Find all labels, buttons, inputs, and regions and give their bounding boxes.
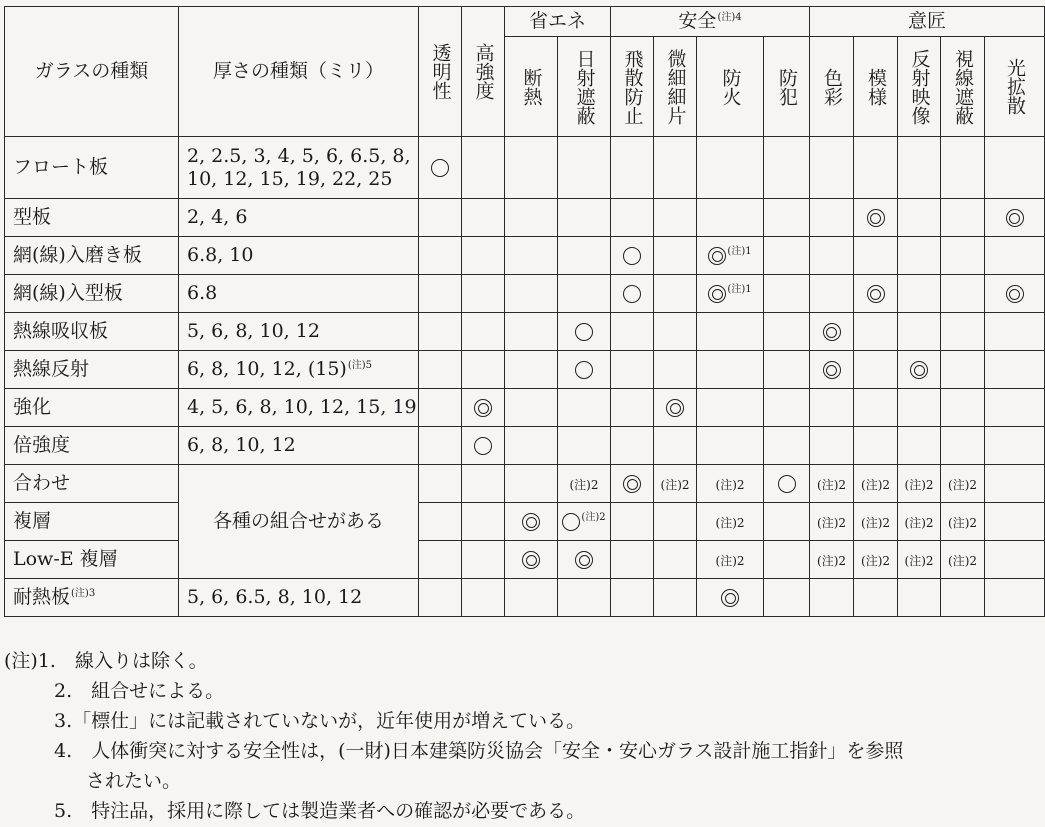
mark-cell [764, 275, 810, 313]
combination-note: (注)2 [861, 478, 891, 493]
circle-mark [623, 285, 641, 303]
mark-cell [697, 389, 764, 427]
combination-note: (注)2 [660, 478, 690, 493]
mark-cell [611, 427, 654, 465]
circle-mark [562, 513, 580, 531]
note-5: 5. 特注品，採用に際しては製造業者への確認が必要である。 [54, 800, 586, 822]
mark-cell [419, 503, 462, 541]
mark-cell [419, 237, 462, 275]
mark-cell [764, 351, 810, 389]
mark-cell [419, 427, 462, 465]
combination-note: (注)2 [715, 478, 745, 493]
double-circle-mark [721, 589, 739, 607]
mark-cell [985, 389, 1045, 427]
mark-cell [941, 199, 985, 237]
mark-cell [505, 275, 558, 313]
combo-cell: 各種の組合せがある [179, 465, 419, 579]
double-circle-mark [522, 551, 540, 569]
mark-cell [898, 465, 941, 503]
mark-cell [697, 427, 764, 465]
mark-cell [558, 389, 611, 427]
circle-mark [431, 159, 449, 177]
header-fine-fragments: 微細細片 [654, 37, 697, 137]
glass-name: 熱線吸収板 [5, 313, 179, 351]
mark-cell [419, 137, 462, 199]
mark-cell [505, 579, 558, 617]
mark-cell [941, 579, 985, 617]
double-circle-mark [708, 247, 726, 265]
mark-cell [810, 541, 854, 579]
combination-note: (注)2 [948, 554, 978, 569]
mark-cell [764, 137, 810, 199]
mark-cell [854, 465, 898, 503]
mark-cell [985, 541, 1045, 579]
mark-cell [505, 389, 558, 427]
mark-cell [558, 237, 611, 275]
glass-types-table [4, 6, 1045, 617]
double-circle-mark [867, 285, 885, 303]
circle-mark [474, 437, 492, 455]
combination-note: (注)2 [948, 478, 978, 493]
thickness-cell: 4, 5, 6, 8, 10, 12, 15, 19 [179, 389, 419, 427]
mark-cell [810, 137, 854, 199]
table-row [5, 199, 1045, 237]
thickness-cell: 6.8, 10 [179, 237, 419, 275]
mark-cell [941, 389, 985, 427]
mark-cell [558, 503, 611, 541]
mark-cell [810, 503, 854, 541]
header-glass-type: ガラスの種類 [5, 7, 179, 137]
note-3: 3.「標仕」には記載されていないが，近年使用が増えている。 [54, 710, 586, 732]
mark-cell [764, 465, 810, 503]
mark-cell [462, 275, 505, 313]
mark-cell [654, 237, 697, 275]
mark-cell [764, 541, 810, 579]
mark-cell [697, 137, 764, 199]
mark-cell [558, 541, 611, 579]
mark-cell [854, 351, 898, 389]
mark-cell [505, 199, 558, 237]
mark-cell [558, 199, 611, 237]
double-circle-mark [867, 209, 885, 227]
mark-cell [985, 579, 1045, 617]
mark-cell [764, 237, 810, 275]
glass-name: 網(線)入磨き板 [5, 237, 179, 275]
mark-cell [854, 579, 898, 617]
mark-cell [462, 351, 505, 389]
mark-cell [654, 137, 697, 199]
glass-name: 複層 [5, 503, 179, 541]
mark-cell [985, 199, 1045, 237]
mark-note: (注)1 [727, 245, 752, 257]
mark-cell [985, 237, 1045, 275]
mark-cell [697, 237, 764, 275]
thickness-cell: 6, 8, 10, 12 [179, 427, 419, 465]
mark-cell [764, 427, 810, 465]
glass-name: 網(線)入型板 [5, 275, 179, 313]
mark-cell [985, 275, 1045, 313]
header-light-diffusion: 光拡散 [985, 37, 1045, 137]
mark-cell [854, 389, 898, 427]
double-circle-mark [666, 399, 684, 417]
mark-cell [854, 237, 898, 275]
mark-cell [558, 313, 611, 351]
note-4: 4. 人体衝突に対する安全性は，(一財)日本建築防災協会「安全・安心ガラス設計施工指針」を参照 [54, 740, 904, 762]
mark-cell [697, 275, 764, 313]
mark-cell [654, 275, 697, 313]
glass-name: 強化 [5, 389, 179, 427]
mark-cell [985, 427, 1045, 465]
mark-cell [854, 541, 898, 579]
mark-cell [419, 199, 462, 237]
mark-cell [558, 427, 611, 465]
note-4-cont: されたい。 [86, 770, 182, 792]
mark-cell [898, 351, 941, 389]
mark-cell [611, 137, 654, 199]
mark-cell [697, 313, 764, 351]
mark-cell [505, 541, 558, 579]
mark-cell [505, 465, 558, 503]
glass-name: 熱線反射 [5, 351, 179, 389]
combination-note: (注)2 [904, 478, 934, 493]
mark-cell [941, 137, 985, 199]
mark-cell [654, 465, 697, 503]
double-circle-mark [474, 399, 492, 417]
double-circle-mark [1006, 209, 1024, 227]
mark-cell [419, 389, 462, 427]
combination-note: (注)2 [904, 516, 934, 531]
mark-cell [462, 541, 505, 579]
mark-cell [898, 427, 941, 465]
mark-cell [697, 503, 764, 541]
thickness-cell: 2, 4, 6 [179, 199, 419, 237]
mark-cell [810, 427, 854, 465]
thickness-cell: 5, 6, 8, 10, 12 [179, 313, 419, 351]
combination-note: (注)2 [817, 554, 847, 569]
mark-cell [419, 275, 462, 313]
mark-cell [764, 579, 810, 617]
table-row [5, 465, 1045, 503]
mark-cell [854, 137, 898, 199]
thickness-cell: 6, 8, 10, 12, $(15)^{(注)5}$ [179, 351, 419, 389]
glass-name: 耐熱板$^{(注)3}$ [5, 579, 179, 617]
header-fireproof: 防火 [697, 37, 764, 137]
mark-cell [505, 237, 558, 275]
mark-cell [505, 427, 558, 465]
glass-name: Low-E 複層 [5, 541, 179, 579]
mark-note: (注)1 [727, 283, 752, 295]
mark-cell [419, 541, 462, 579]
mark-cell [941, 427, 985, 465]
double-circle-mark [623, 475, 641, 493]
mark-cell [462, 579, 505, 617]
mark-cell [985, 137, 1045, 199]
double-circle-mark [823, 361, 841, 379]
table-row [5, 351, 1045, 389]
table-row [5, 389, 1045, 427]
mark-cell [898, 137, 941, 199]
mark-cell [611, 313, 654, 351]
mark-cell [558, 137, 611, 199]
mark-cell [654, 541, 697, 579]
mark-cell [419, 313, 462, 351]
mark-cell [810, 579, 854, 617]
double-circle-mark [823, 323, 841, 341]
mark-cell [810, 313, 854, 351]
header-safety-group: 安全$^{(注)4}$ [611, 7, 810, 37]
mark-cell [764, 389, 810, 427]
mark-cell [985, 503, 1045, 541]
mark-cell [898, 313, 941, 351]
mark-cell [697, 199, 764, 237]
mark-cell [611, 465, 654, 503]
circle-mark [575, 361, 593, 379]
mark-note: (注)2 [581, 511, 606, 523]
mark-cell [558, 465, 611, 503]
circle-mark [575, 323, 593, 341]
mark-cell [985, 313, 1045, 351]
mark-cell [505, 313, 558, 351]
double-circle-mark [708, 285, 726, 303]
mark-cell [611, 351, 654, 389]
double-circle-mark [910, 361, 928, 379]
mark-cell [854, 275, 898, 313]
mark-cell [505, 137, 558, 199]
header-energy-group: 省エネ [505, 7, 611, 37]
note-1: (注)1. 線入りは除く。 [4, 650, 208, 672]
mark-cell [898, 503, 941, 541]
mark-cell [697, 465, 764, 503]
combination-note: (注)2 [817, 516, 847, 531]
mark-cell [898, 541, 941, 579]
table-row [5, 503, 1045, 541]
mark-cell [941, 275, 985, 313]
table-row [5, 237, 1045, 275]
combination-note: (注)2 [861, 554, 891, 569]
mark-cell [810, 275, 854, 313]
combination-note: (注)2 [948, 516, 978, 531]
mark-cell [697, 351, 764, 389]
table-row [5, 313, 1045, 351]
header-sightline-block: 視線遮蔽 [941, 37, 985, 137]
mark-cell [898, 389, 941, 427]
mark-cell [611, 503, 654, 541]
mark-cell [810, 389, 854, 427]
glass-name: 倍強度 [5, 427, 179, 465]
thickness-cell: 5, 6, 6.5, 8, 10, 12 [179, 579, 419, 617]
table-row [5, 137, 1045, 199]
mark-cell [462, 389, 505, 427]
mark-cell [462, 313, 505, 351]
mark-cell [697, 541, 764, 579]
mark-cell [654, 199, 697, 237]
notes [4, 646, 994, 826]
header-insulation: 断熱 [505, 37, 558, 137]
mark-cell [854, 199, 898, 237]
mark-cell [941, 313, 985, 351]
double-circle-mark [1006, 285, 1024, 303]
header-anti-scatter: 飛散防止 [611, 37, 654, 137]
mark-cell [764, 313, 810, 351]
mark-cell [462, 465, 505, 503]
mark-cell [505, 503, 558, 541]
mark-cell [558, 351, 611, 389]
mark-cell [697, 579, 764, 617]
mark-cell [611, 199, 654, 237]
mark-cell [854, 313, 898, 351]
mark-cell [611, 237, 654, 275]
glass-name: フロート板 [5, 137, 179, 199]
mark-cell [654, 427, 697, 465]
mark-cell [611, 579, 654, 617]
header-crime-prevention: 防犯 [764, 37, 810, 137]
mark-cell [854, 503, 898, 541]
mark-cell [419, 351, 462, 389]
mark-cell [764, 199, 810, 237]
circle-mark [623, 247, 641, 265]
table-row [5, 579, 1045, 617]
mark-cell [654, 313, 697, 351]
combination-note: (注)2 [817, 478, 847, 493]
header-pattern: 模様 [854, 37, 898, 137]
header-transparency: 透明性 [419, 7, 462, 137]
table-row [5, 275, 1045, 313]
mark-cell [654, 579, 697, 617]
mark-cell [941, 237, 985, 275]
mark-cell [985, 351, 1045, 389]
mark-cell [505, 351, 558, 389]
mark-cell [462, 199, 505, 237]
mark-cell [810, 465, 854, 503]
header-design-group: 意匠 [810, 7, 1045, 37]
circle-mark [778, 475, 796, 493]
header-thickness: 厚さの種類（ミリ） [179, 7, 419, 137]
mark-cell [810, 199, 854, 237]
mark-cell [941, 541, 985, 579]
mark-cell [810, 351, 854, 389]
mark-cell [810, 237, 854, 275]
combination-note: (注)2 [715, 554, 745, 569]
thickness-cell: 6.8 [179, 275, 419, 313]
mark-cell [419, 465, 462, 503]
mark-cell [558, 275, 611, 313]
mark-cell [462, 427, 505, 465]
mark-cell [462, 237, 505, 275]
mark-cell [654, 351, 697, 389]
mark-cell [419, 579, 462, 617]
thickness-cell: 2, 2.5, 3, 4, 5, 6, 6.5, 8, 10, 12, 15, 19, 22, 25 [179, 137, 419, 199]
mark-cell [898, 237, 941, 275]
glass-name: 型板 [5, 199, 179, 237]
mark-cell [611, 541, 654, 579]
table-row [5, 427, 1045, 465]
mark-cell [941, 503, 985, 541]
double-circle-mark [522, 513, 540, 531]
header-high-strength: 高強度 [462, 7, 505, 137]
mark-cell [898, 579, 941, 617]
note-2: 2. 組合せによる。 [54, 680, 225, 702]
mark-cell [985, 465, 1045, 503]
mark-cell [854, 427, 898, 465]
header-reflection: 反射映像 [898, 37, 941, 137]
mark-cell [941, 465, 985, 503]
combination-note: (注)2 [904, 554, 934, 569]
mark-cell [462, 137, 505, 199]
mark-cell [654, 389, 697, 427]
mark-cell [462, 503, 505, 541]
table-row [5, 541, 1045, 579]
mark-cell [764, 503, 810, 541]
mark-cell [654, 503, 697, 541]
mark-cell [611, 389, 654, 427]
combination-note: (注)2 [715, 516, 745, 531]
combination-note: (注)2 [861, 516, 891, 531]
header-color: 色彩 [810, 37, 854, 137]
mark-cell [611, 275, 654, 313]
double-circle-mark [575, 551, 593, 569]
glass-name: 合わせ [5, 465, 179, 503]
mark-cell [558, 579, 611, 617]
mark-cell [898, 275, 941, 313]
combination-note: (注)2 [569, 478, 599, 493]
header-solar-shading: 日射遮蔽 [558, 37, 611, 137]
mark-cell [941, 351, 985, 389]
mark-cell [898, 199, 941, 237]
